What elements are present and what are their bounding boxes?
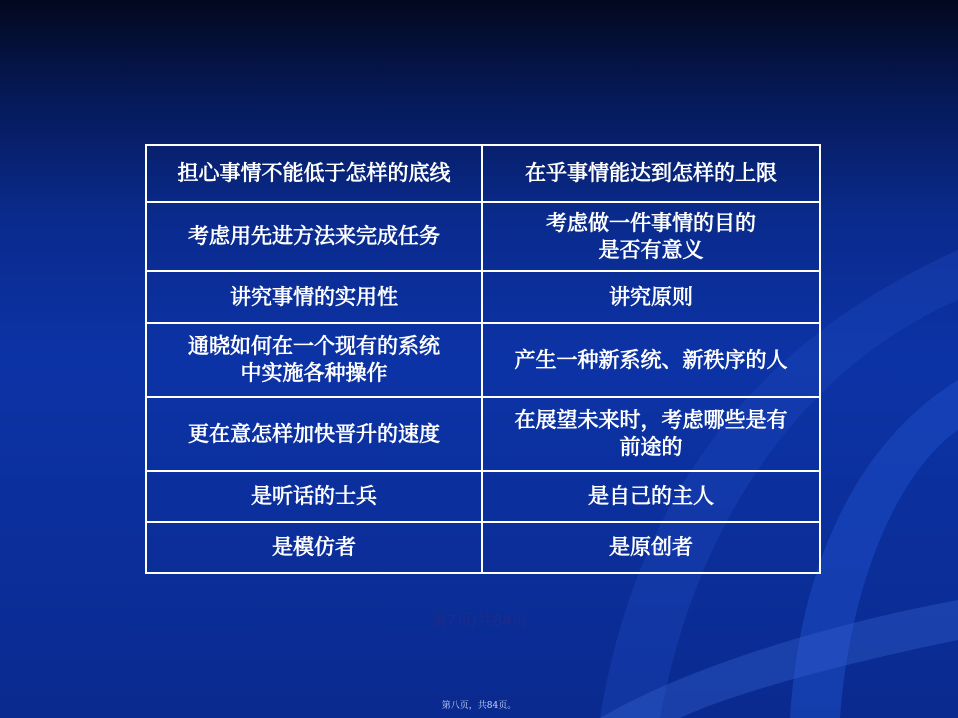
table-cell-right: 是自己的主人 [482,471,820,522]
table-cell-right: 在展望未来时，考虑哪些是有 前途的 [482,397,820,471]
table-row [146,271,820,323]
table-row [146,202,820,271]
page-number: 第7页/共84页 [431,611,527,630]
table-cell-right: 是原创者 [482,522,820,573]
table-cell-left: 更在意怎样加快晋升的速度 [146,397,482,471]
table-cell-left: 讲究事情的实用性 [146,271,482,323]
table-row [146,471,820,522]
footer-note: 第八页，共84页。 [441,701,517,711]
table-cell-right: 考虑做一件事情的目的 是否有意义 [482,202,820,271]
table-cell-left: 通晓如何在一个现有的系统 中实施各种操作 [146,323,482,397]
table-cell-left: 是模仿者 [146,522,482,573]
table-row [146,323,820,397]
table-cell-left: 是听话的士兵 [146,471,482,522]
table-row [146,397,820,471]
table-cell-right: 讲究原则 [482,271,820,323]
table-cell-right: 在乎事情能达到怎样的上限 [482,145,820,202]
table-cell-left: 担心事情不能低于怎样的底线 [146,145,482,202]
table-cell-right: 产生一种新系统、新秩序的人 [482,323,820,397]
table-row [146,145,820,202]
comparison-table [145,144,821,574]
table-row [146,522,820,573]
table-cell-left: 考虑用先进方法来完成任务 [146,202,482,271]
